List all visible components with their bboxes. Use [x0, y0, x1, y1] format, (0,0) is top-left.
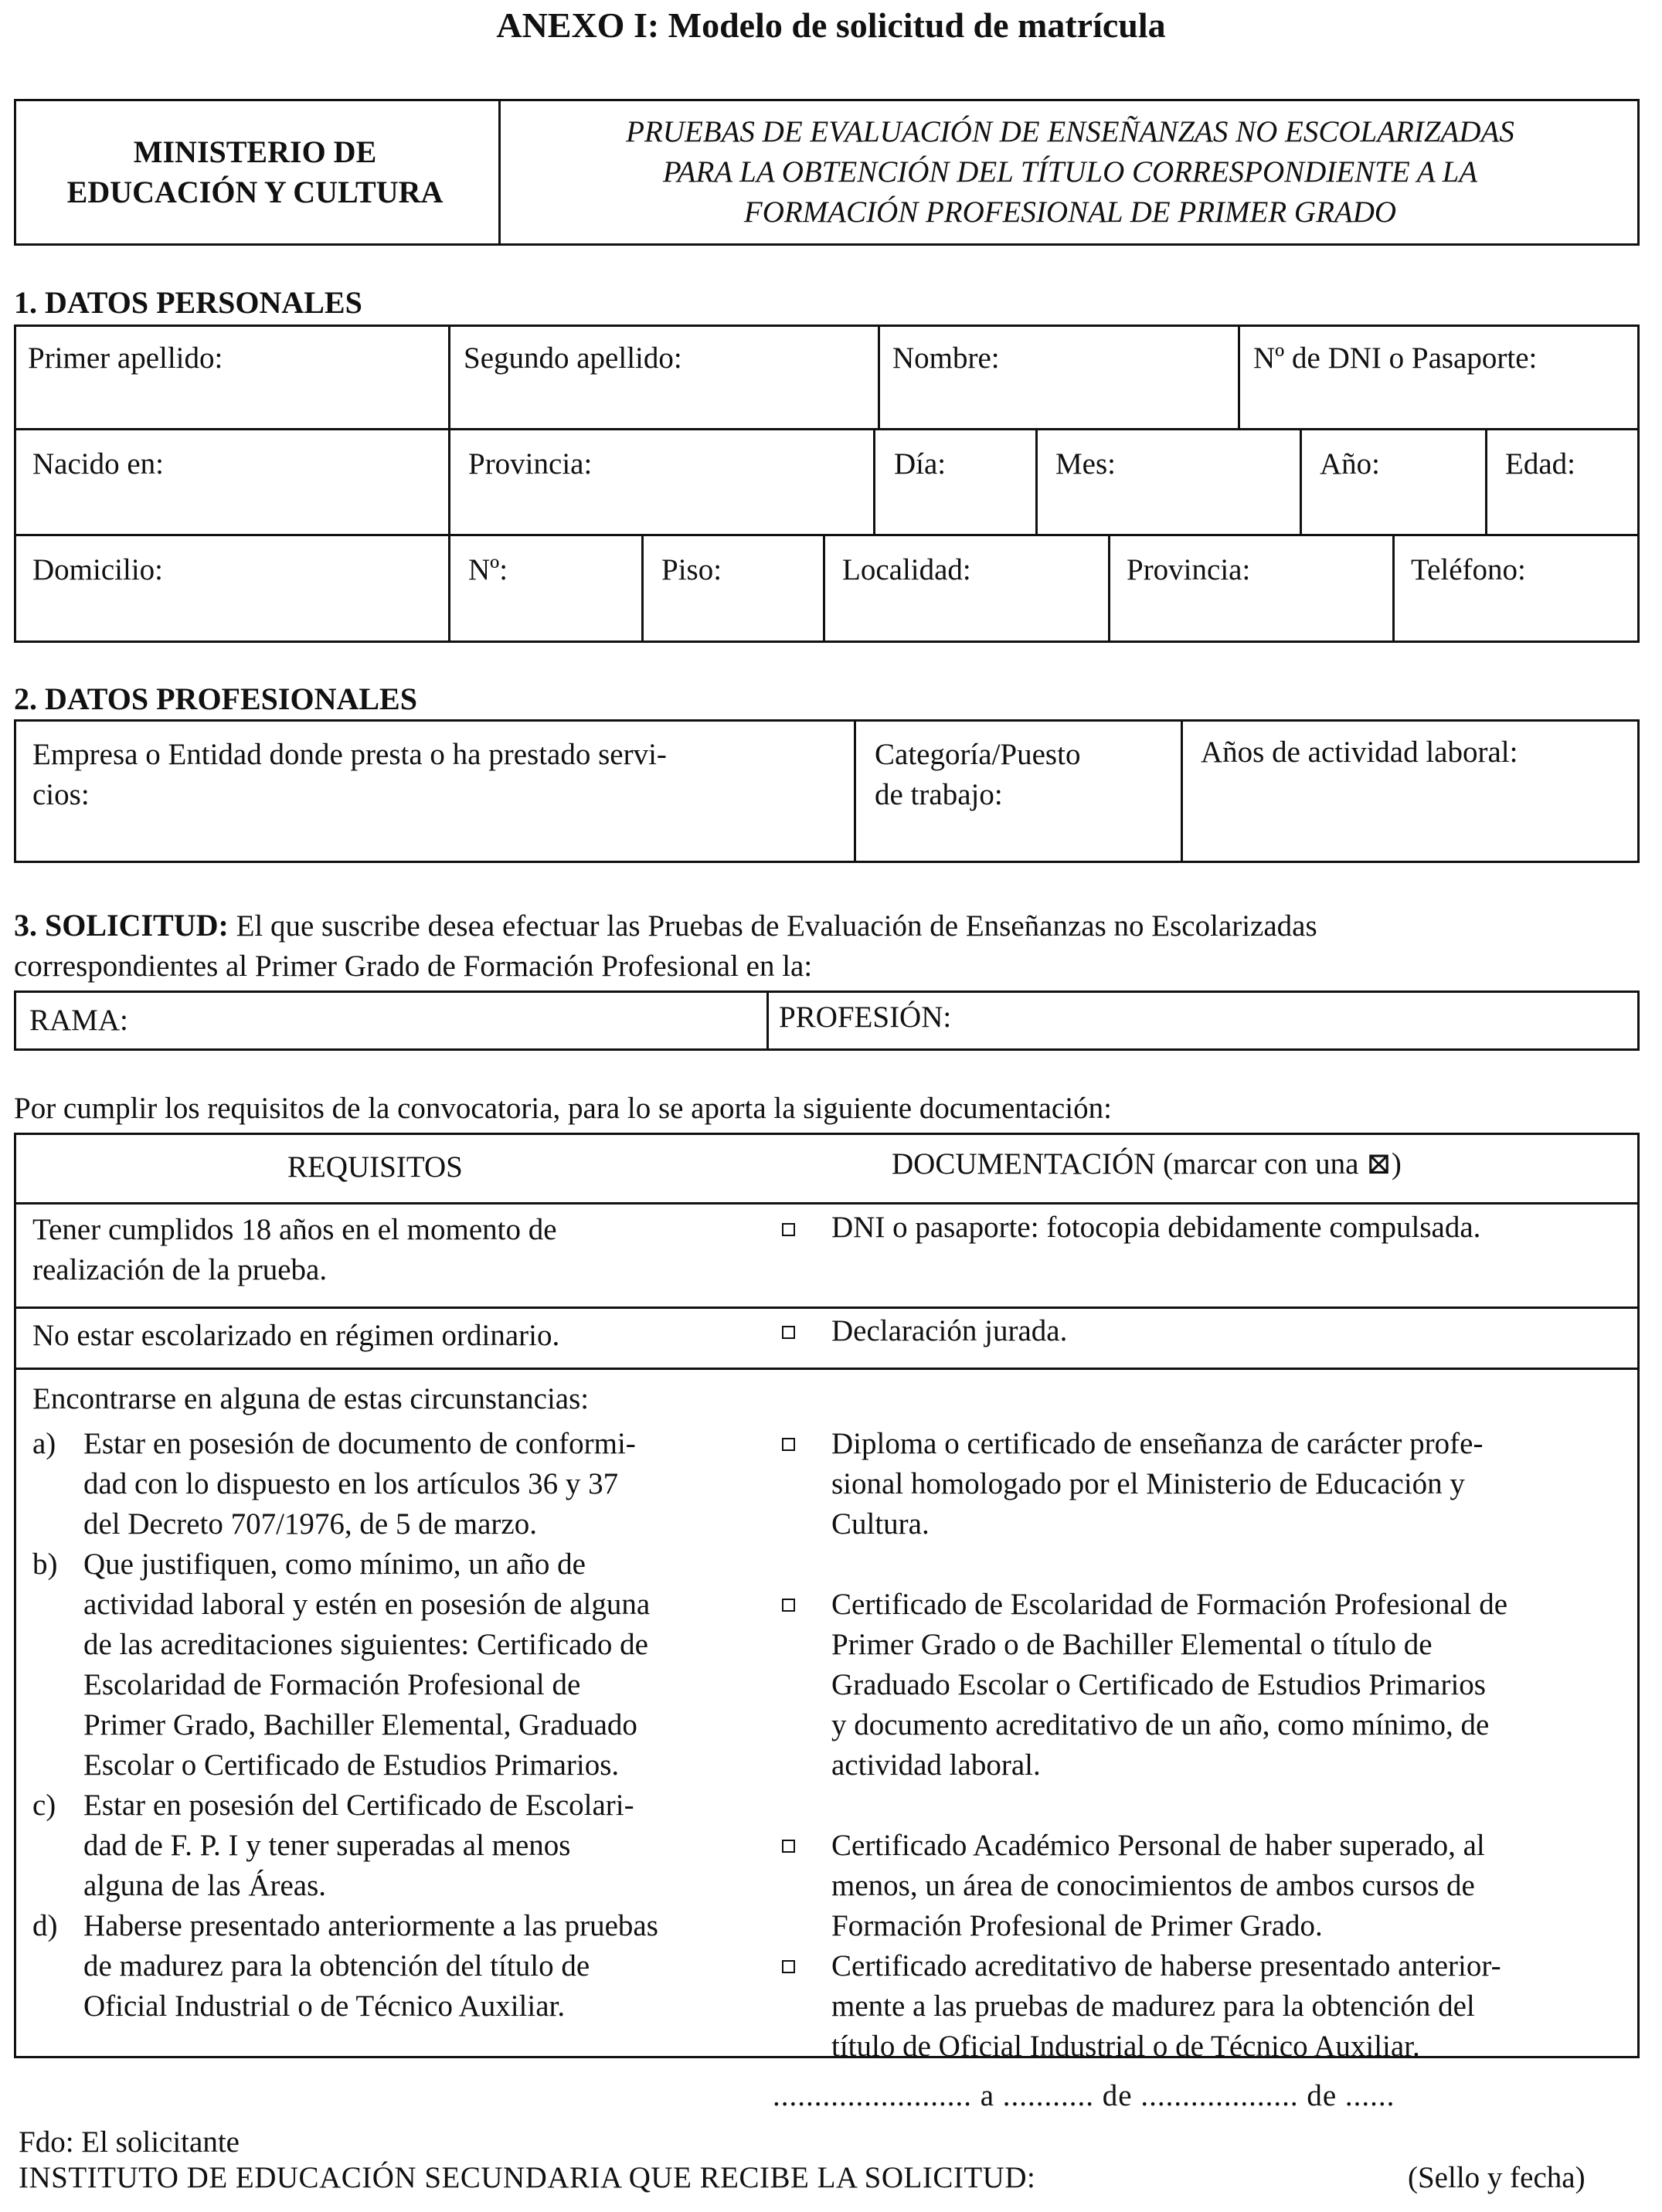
- item-d-mark: d): [32, 1909, 58, 1942]
- item-d-text: Haberse presentado anteriormente a las pruebas de madurez para la obtención del título de Oficial Industrial o de Técnico Auxiliar.: [83, 1909, 658, 2023]
- cell-divider: [766, 990, 769, 1051]
- requirement-age: Tener cumplidos 18 años en el momento de realización de la prueba.: [32, 1213, 557, 1286]
- item-b-mark: b): [32, 1548, 58, 1581]
- item-a-mark: a): [32, 1427, 56, 1460]
- cell-divider: [1035, 428, 1038, 535]
- page-title: ANEXO I: Modelo de solicitud de matrícula: [496, 5, 1166, 45]
- cell-divider: [878, 324, 880, 430]
- cell-divider: [641, 534, 644, 643]
- date-line[interactable]: ........................ a ........... de ................... de ......: [773, 2079, 1395, 2112]
- column-header-documentacion: DOCUMENTACIÓN (marcar con una ⊠): [892, 1147, 1402, 1181]
- row-divider: [14, 1368, 1640, 1370]
- checkbox-certificado-escolaridad[interactable]: [782, 1599, 795, 1612]
- field-dia[interactable]: Día:: [894, 447, 947, 481]
- field-edad[interactable]: Edad:: [1505, 447, 1575, 481]
- field-piso[interactable]: Piso:: [661, 553, 722, 586]
- item-c-text: Estar en posesión del Certificado de Escolari- dad de F. P. I y tener superadas al menos alguna de las Áreas.: [83, 1789, 634, 1902]
- column-header-requisitos: REQUISITOS: [287, 1150, 463, 1184]
- field-provincia-nacimiento[interactable]: Provincia:: [468, 447, 593, 481]
- cell-divider: [1485, 428, 1487, 535]
- row-divider: [14, 534, 1640, 536]
- cell-divider: [1181, 719, 1183, 863]
- item-c-mark: c): [32, 1789, 56, 1822]
- doc-declaracion: Declaración jurada.: [831, 1314, 1068, 1347]
- field-anos-actividad[interactable]: Años de actividad laboral:: [1201, 736, 1518, 769]
- requirement-not-enrolled: No estar escolarizado en régimen ordinario.: [32, 1319, 560, 1352]
- row-divider: [14, 1306, 1640, 1309]
- field-profesion[interactable]: PROFESIÓN:: [779, 1001, 952, 1034]
- request-paragraph: 3. SOLICITUD: El que suscribe desea efectuar las Pruebas de Evaluación de Enseñanzas no Escolarizadas correspondientes al Primer Grado de Formación Profesional en la:: [14, 908, 1317, 983]
- doc-diploma: Diploma o certificado de enseñanza de carácter profe- sional homologado por el Ministerio de Educación y Cultura.: [831, 1427, 1484, 1541]
- row-divider: [14, 428, 1640, 430]
- doc-certificado-acreditativo: Certificado acreditativo de haberse presentado anterior- mente a las pruebas de madurez para la obtención del título de Oficial Industrial o de Técnico Auxiliar.: [831, 1949, 1501, 2063]
- signature-label: Fdo: El solicitante: [19, 2125, 240, 2159]
- item-a-text: Estar en posesión de documento de conformi- dad con lo dispuesto en los artículos 36 y 37 del Decreto 707/1976, de 5 de marzo.: [83, 1427, 636, 1541]
- checkbox-certificado-acreditativo[interactable]: [782, 1960, 795, 1973]
- item-b-text: Que justifiquen, como mínimo, un año de actividad laboral y estén en posesión de alguna de las acreditaciones siguientes: Certificado de Escolaridad de Formación Profesional de Primer Grado, Bachiller Elemental, Graduado Escolar o Certificado de Estudios Primarios.: [83, 1548, 651, 1782]
- checkbox-certificado-academico[interactable]: [782, 1840, 795, 1853]
- cell-divider: [448, 534, 450, 643]
- ministry-name: MINISTERIO DE EDUCACIÓN Y CULTURA: [66, 134, 444, 209]
- row-divider: [14, 1202, 1640, 1205]
- field-dni[interactable]: Nº de DNI o Pasaporte:: [1253, 341, 1538, 375]
- cell-divider: [448, 428, 450, 535]
- professional-data-heading: 2. DATOS PROFESIONALES: [14, 681, 417, 716]
- cell-divider: [873, 428, 875, 535]
- program-title: PRUEBAS DE EVALUACIÓN DE ENSEÑANZAS NO ESCOLARIZADAS PARA LA OBTENCIÓN DEL TÍTULO CORRESPONDIENTE A LA FORMACIÓN PROFESIONAL DE PRIMER GRADO: [626, 115, 1514, 229]
- field-localidad[interactable]: Localidad:: [842, 553, 971, 586]
- doc-certificado-academico: Certificado Académico Personal de haber superado, al menos, un área de conocimientos de ambos cursos de Formación Profesional de Primer Grado.: [831, 1829, 1485, 1942]
- doc-dni: DNI o pasaporte: fotocopia debidamente compulsada.: [831, 1211, 1481, 1244]
- field-segundo-apellido[interactable]: Segundo apellido:: [464, 341, 682, 375]
- doc-certificado-escolaridad: Certificado de Escolaridad de Formación Profesional de Primer Grado o de Bachiller Elemental o título de Graduado Escolar o Certificado de Estudios Primarios y documento acreditativo de un año, como mínimo, de actividad laboral.: [831, 1588, 1508, 1782]
- stamp-label: (Sello y fecha): [1408, 2161, 1586, 2194]
- cell-divider: [823, 534, 825, 643]
- field-nombre[interactable]: Nombre:: [892, 341, 1000, 375]
- field-ano[interactable]: Año:: [1320, 447, 1380, 481]
- field-domicilio[interactable]: Domicilio:: [32, 553, 163, 586]
- field-provincia[interactable]: Provincia:: [1127, 553, 1251, 586]
- field-primer-apellido[interactable]: Primer apellido:: [28, 341, 223, 375]
- field-numero[interactable]: Nº:: [468, 553, 508, 586]
- cell-divider: [854, 719, 856, 863]
- field-rama[interactable]: RAMA:: [29, 1004, 128, 1037]
- field-nacido-en[interactable]: Nacido en:: [32, 447, 165, 481]
- requirements-intro: Por cumplir los requisitos de la convocatoria, para lo se aporta la siguiente documentación:: [14, 1092, 1112, 1125]
- checkbox-declaracion[interactable]: [782, 1326, 795, 1339]
- checkbox-diploma[interactable]: [782, 1438, 795, 1451]
- checkbox-dni[interactable]: [782, 1223, 795, 1236]
- cell-divider: [448, 324, 450, 430]
- personal-data-heading: 1. DATOS PERSONALES: [14, 285, 362, 320]
- field-telefono[interactable]: Teléfono:: [1411, 553, 1526, 586]
- header-divider: [498, 99, 501, 246]
- field-empresa[interactable]: Empresa o Entidad donde presta o ha prestado servi- cios:: [32, 738, 667, 811]
- field-mes[interactable]: Mes:: [1055, 447, 1116, 481]
- cell-divider: [1108, 534, 1110, 643]
- institute-label: INSTITUTO DE EDUCACIÓN SECUNDARIA QUE RECIBE LA SOLICITUD:: [19, 2161, 1036, 2194]
- cell-divider: [1238, 324, 1240, 430]
- cell-divider: [1300, 428, 1302, 535]
- field-categoria[interactable]: Categoría/Puesto de trabajo:: [875, 738, 1081, 811]
- requirement-circumstances-intro: Encontrarse en alguna de estas circunstancias:: [32, 1382, 590, 1415]
- cell-divider: [1392, 534, 1395, 643]
